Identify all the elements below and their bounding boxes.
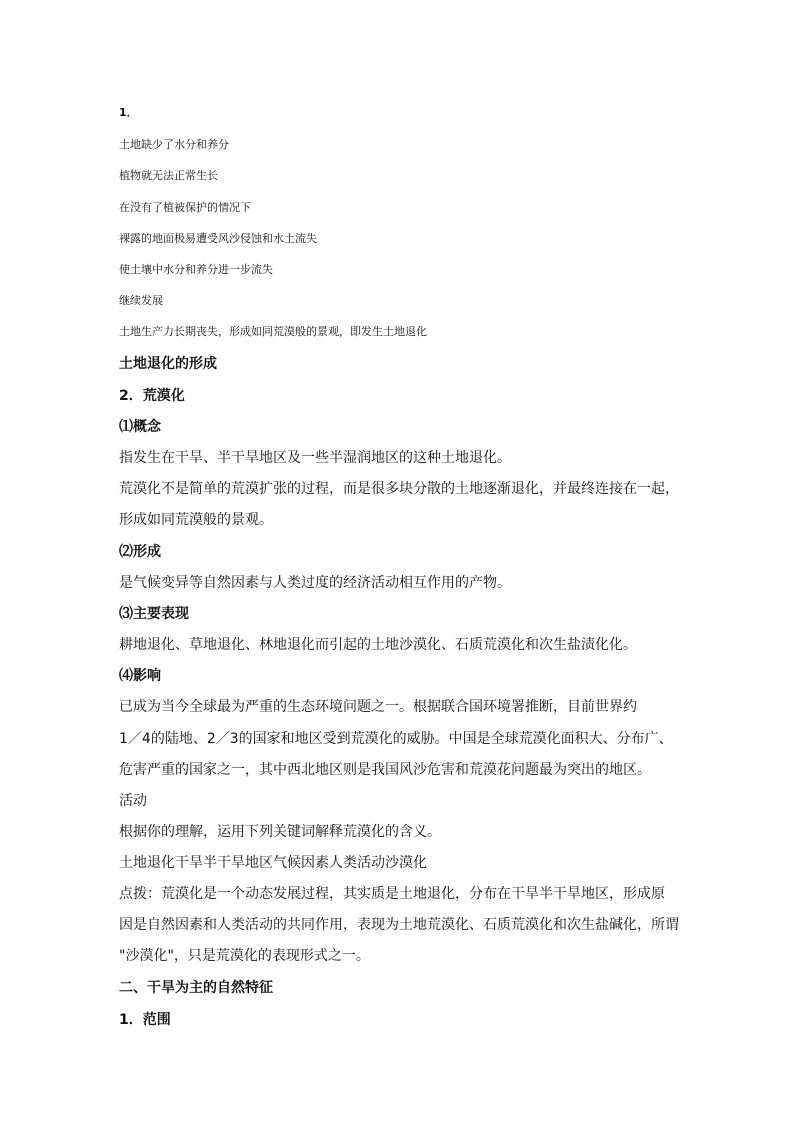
manifestation-heading: ⑶主要表现 [119,606,189,622]
paragraph-line: 已成为当今全球最为严重的生态环境问题之一。根据联合国环境署推断，目前世界约 [119,699,637,715]
activity-prompt: 根据你的理解，运用下列关键词解释荒漠化的含义。 [119,824,441,840]
paragraph-line: 是气候变异等自然因素与人类过度的经济活动相互作用的产物。 [119,575,511,591]
flow-number: 1． [119,106,138,119]
formation-heading: ⑵形成 [119,544,161,560]
paragraph-line: 危害严重的国家之一，其中西北地区则是我国风沙危害和荒漠花问题最为突出的地区。 [119,762,651,778]
figure-caption: 土地退化的形成 [119,356,217,372]
concept-heading: ⑴概念 [119,419,161,435]
impact-heading: ⑷影响 [119,668,161,684]
paragraph-line: 指发生在干旱、半干旱地区及一些半湿润地区的这种土地退化。 [119,450,511,466]
flow-step: 土地缺少了水分和养分 [119,138,229,151]
flow-step: 继续发展 [119,294,163,307]
section-title: 二、干旱为主的自然特征 [119,980,273,996]
hint-line: "沙漠化"，只是荒漠化的表现形式之一。 [119,948,370,964]
flow-step: 使土壤中水分和养分进一步流失 [119,263,273,276]
flow-step: 在没有了植被保护的情况下 [119,201,251,214]
activity-keywords: 土地退化干旱半干旱地区气候因素人类活动沙漠化 [119,855,427,871]
subsection-title: 1．范围 [119,1012,171,1028]
flow-step: 植物就无法正常生长 [119,169,218,182]
paragraph-line: 形成如同荒漠般的景观。 [119,512,273,528]
hint-line: 因是自然因素和人类活动的共同作用，表现为土地荒漠化、石质荒漠化和次生盐碱化，所谓 [119,917,679,933]
paragraph-line: 荒漠化不是简单的荒漠扩张的过程，而是很多块分散的土地逐渐退化，并最终连接在一起， [119,481,679,497]
section-title: 2．荒漠化 [119,388,185,404]
hint-line: 点拨：荒漠化是一个动态发展过程，其实质是土地退化，分布在干旱半干旱地区，形成原 [119,886,665,902]
flow-step: 土地生产力长期丧失，形成如同荒漠般的景观，即发生土地退化 [119,325,427,338]
paragraph-line: 1／4的陆地、2／3的国家和地区受到荒漠化的威胁。中国是全球荒漠化面积大、分布广、 [119,731,673,747]
flow-step: 裸露的地面极易遭受风沙侵蚀和水土流失 [119,232,317,245]
activity-label: 活动 [119,793,147,809]
paragraph-line: 耕地退化、草地退化、林地退化而引起的土地沙漠化、石质荒漠化和次生盐渍化化。 [119,637,637,653]
